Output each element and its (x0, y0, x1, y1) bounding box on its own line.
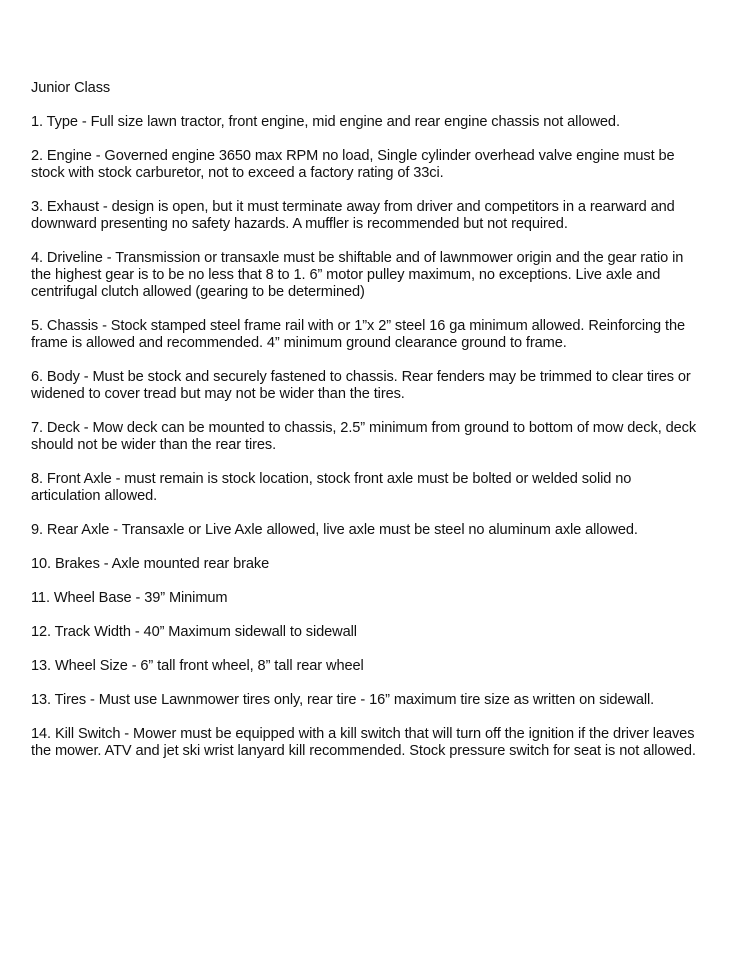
rule-wheel-base: 11. Wheel Base - 39” Minimum (31, 590, 228, 606)
rule-rear-axle: 9. Rear Axle - Transaxle or Live Axle allowed, live axle must be steel no aluminum axle allowed. (31, 522, 638, 538)
rule-type: 1. Type - Full size lawn tractor, front engine, mid engine and rear engine chassis not allowed. (31, 114, 620, 130)
rule-driveline: 4. Driveline - Transmission or transaxle must be shiftable and of lawnmower origin and the gear ratio in the highest gear is to be no less that 8 to 1. 6” motor pulley maximum, no exceptions. Live axle and centrifugal clutch allowed (gearing to be determined) (31, 250, 684, 300)
rule-engine: 2. Engine - Governed engine 3650 max RPM no load, Single cylinder overhead valve engine must be stock with stock carburetor, not to exceed a factory rating of 33ci. (31, 148, 675, 181)
rule-track-width: 12. Track Width - 40” Maximum sidewall to sidewall (31, 624, 357, 640)
rule-wheel-size: 13. Wheel Size - 6” tall front wheel, 8” tall rear wheel (31, 658, 364, 674)
rule-front-axle: 8. Front Axle - must remain is stock location, stock front axle must be bolted or welded solid no articulation allowed. (31, 471, 632, 504)
rule-brakes: 10. Brakes - Axle mounted rear brake (31, 556, 270, 572)
rule-deck: 7. Deck - Mow deck can be mounted to chassis, 2.5” minimum from ground to bottom of mow deck, deck should not be wider than the rear tires. (31, 420, 697, 453)
rule-exhaust: 3. Exhaust - design is open, but it must terminate away from driver and competitors in a rearward and downward presenting no safety hazards. A muffler is recommended but not required. (31, 199, 675, 232)
rule-tires: 13. Tires - Must use Lawnmower tires only, rear tire - 16” maximum tire size as written on sidewall. (31, 692, 655, 708)
rule-chassis: 5. Chassis - Stock stamped steel frame rail with or 1”x 2” steel 16 ga minimum allowed. Reinforcing the frame is allowed and recommended. 4” minimum ground clearance ground to frame. (31, 318, 685, 351)
rules-document (31, 80, 701, 777)
document-title: Junior Class (31, 80, 111, 96)
rule-kill-switch: 14. Kill Switch - Mower must be equipped with a kill switch that will turn off the ignition if the driver leaves the mower. ATV and jet ski wrist lanyard kill recommended. Stock pressure switch for seat is not allowed. (31, 726, 696, 759)
rule-body: 6. Body - Must be stock and securely fastened to chassis. Rear fenders may be trimmed to clear tires or widened to cover tread but may not be wider than the tires. (31, 369, 691, 402)
